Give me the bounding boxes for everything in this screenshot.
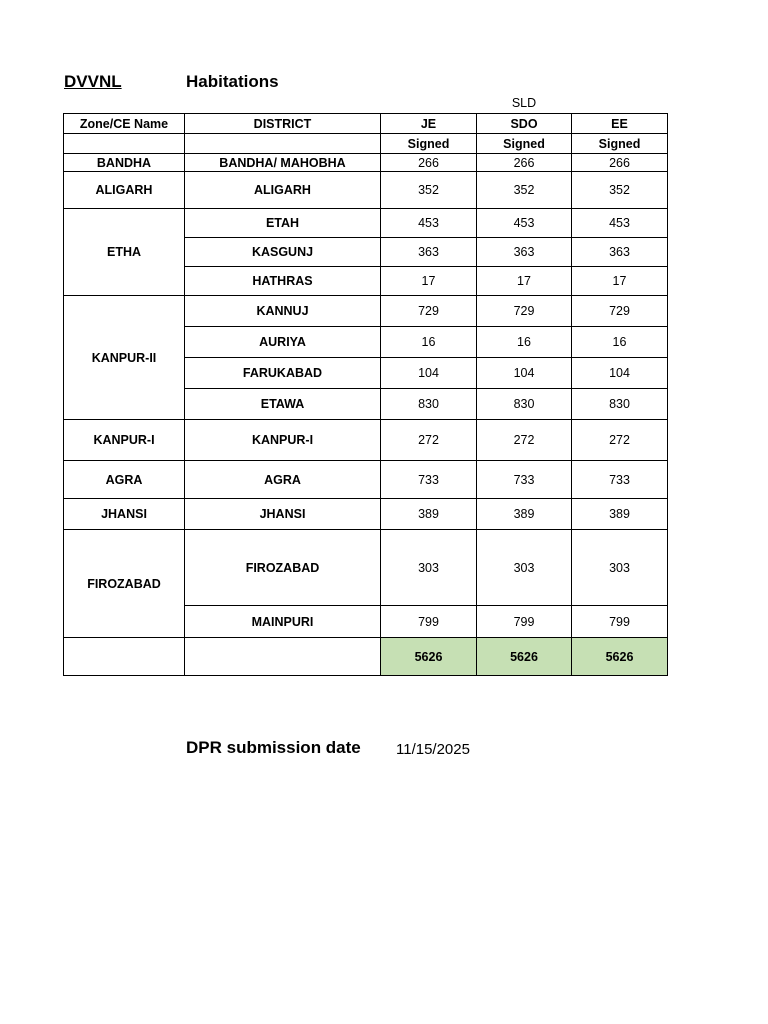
zone-cell: FIROZABAD bbox=[64, 530, 185, 638]
table-row bbox=[64, 296, 668, 327]
col-header-zone: Zone/CE Name bbox=[64, 114, 185, 134]
district-cell: FARUKABAD bbox=[185, 358, 381, 389]
ee-cell: 266 bbox=[572, 154, 668, 172]
subheader-je-signed: Signed bbox=[381, 134, 477, 154]
ee-cell: 389 bbox=[572, 499, 668, 530]
je-cell: 352 bbox=[381, 172, 477, 209]
page-subtitle: Habitations bbox=[186, 72, 279, 91]
district-cell: MAINPURI bbox=[185, 606, 381, 638]
col-header-district: DISTRICT bbox=[185, 114, 381, 134]
table-row bbox=[64, 461, 668, 499]
subheader-blank bbox=[64, 134, 185, 154]
sdo-cell: 266 bbox=[477, 154, 572, 172]
table-row bbox=[64, 209, 668, 238]
zone-cell: BANDHA bbox=[64, 154, 185, 172]
col-header-sdo: SDO bbox=[477, 114, 572, 134]
district-cell: ETAH bbox=[185, 209, 381, 238]
table-row bbox=[64, 154, 668, 172]
header-row bbox=[64, 114, 668, 134]
je-cell: 303 bbox=[381, 530, 477, 606]
je-cell: 272 bbox=[381, 420, 477, 461]
total-blank bbox=[185, 638, 381, 676]
table-row bbox=[64, 420, 668, 461]
sdo-cell: 453 bbox=[477, 209, 572, 238]
district-cell: BANDHA/ MAHOBHA bbox=[185, 154, 381, 172]
district-cell: AGRA bbox=[185, 461, 381, 499]
district-cell: KANPUR-I bbox=[185, 420, 381, 461]
district-cell: HATHRAS bbox=[185, 267, 381, 296]
dpr-date-label: DPR submission date bbox=[186, 738, 361, 757]
sdo-cell: 733 bbox=[477, 461, 572, 499]
subheader-ee-signed: Signed bbox=[572, 134, 668, 154]
je-cell: 16 bbox=[381, 327, 477, 358]
subheader-row bbox=[64, 134, 668, 154]
ee-cell: 799 bbox=[572, 606, 668, 638]
ee-cell: 17 bbox=[572, 267, 668, 296]
ee-cell: 303 bbox=[572, 530, 668, 606]
je-cell: 729 bbox=[381, 296, 477, 327]
sld-group-label: SLD bbox=[511, 96, 537, 110]
sdo-cell: 363 bbox=[477, 238, 572, 267]
sdo-cell: 799 bbox=[477, 606, 572, 638]
sdo-cell: 830 bbox=[477, 389, 572, 420]
je-cell: 830 bbox=[381, 389, 477, 420]
je-cell: 17 bbox=[381, 267, 477, 296]
table-row bbox=[64, 530, 668, 606]
org-title: DVVNL bbox=[64, 72, 122, 91]
district-cell: AURIYA bbox=[185, 327, 381, 358]
habitations-table bbox=[63, 113, 668, 676]
table-row bbox=[64, 499, 668, 530]
district-cell: KANNUJ bbox=[185, 296, 381, 327]
ee-cell: 453 bbox=[572, 209, 668, 238]
je-cell: 389 bbox=[381, 499, 477, 530]
zone-cell: AGRA bbox=[64, 461, 185, 499]
je-cell: 266 bbox=[381, 154, 477, 172]
je-cell: 453 bbox=[381, 209, 477, 238]
zone-cell: ETHA bbox=[64, 209, 185, 296]
table-row bbox=[64, 172, 668, 209]
district-cell: KASGUNJ bbox=[185, 238, 381, 267]
ee-cell: 16 bbox=[572, 327, 668, 358]
ee-cell: 729 bbox=[572, 296, 668, 327]
district-cell: FIROZABAD bbox=[185, 530, 381, 606]
ee-cell: 272 bbox=[572, 420, 668, 461]
district-cell: ALIGARH bbox=[185, 172, 381, 209]
subheader-sdo-signed: Signed bbox=[477, 134, 572, 154]
total-sdo-cell: 5626 bbox=[477, 638, 572, 676]
sdo-cell: 389 bbox=[477, 499, 572, 530]
zone-cell: ALIGARH bbox=[64, 172, 185, 209]
district-cell: JHANSI bbox=[185, 499, 381, 530]
zone-cell: KANPUR-II bbox=[64, 296, 185, 420]
sdo-cell: 17 bbox=[477, 267, 572, 296]
col-header-ee: EE bbox=[572, 114, 668, 134]
total-row bbox=[64, 638, 668, 676]
sdo-cell: 729 bbox=[477, 296, 572, 327]
total-blank bbox=[64, 638, 185, 676]
zone-cell: KANPUR-I bbox=[64, 420, 185, 461]
subheader-blank bbox=[185, 134, 381, 154]
total-ee-cell: 5626 bbox=[572, 638, 668, 676]
dpr-date-value: 11/15/2025 bbox=[396, 741, 470, 758]
zone-cell: JHANSI bbox=[64, 499, 185, 530]
ee-cell: 830 bbox=[572, 389, 668, 420]
je-cell: 363 bbox=[381, 238, 477, 267]
sdo-cell: 303 bbox=[477, 530, 572, 606]
sdo-cell: 352 bbox=[477, 172, 572, 209]
sdo-cell: 16 bbox=[477, 327, 572, 358]
je-cell: 733 bbox=[381, 461, 477, 499]
je-cell: 799 bbox=[381, 606, 477, 638]
total-je-cell: 5626 bbox=[381, 638, 477, 676]
ee-cell: 733 bbox=[572, 461, 668, 499]
col-header-je: JE bbox=[381, 114, 477, 134]
ee-cell: 352 bbox=[572, 172, 668, 209]
ee-cell: 363 bbox=[572, 238, 668, 267]
sdo-cell: 104 bbox=[477, 358, 572, 389]
district-cell: ETAWA bbox=[185, 389, 381, 420]
je-cell: 104 bbox=[381, 358, 477, 389]
ee-cell: 104 bbox=[572, 358, 668, 389]
sdo-cell: 272 bbox=[477, 420, 572, 461]
